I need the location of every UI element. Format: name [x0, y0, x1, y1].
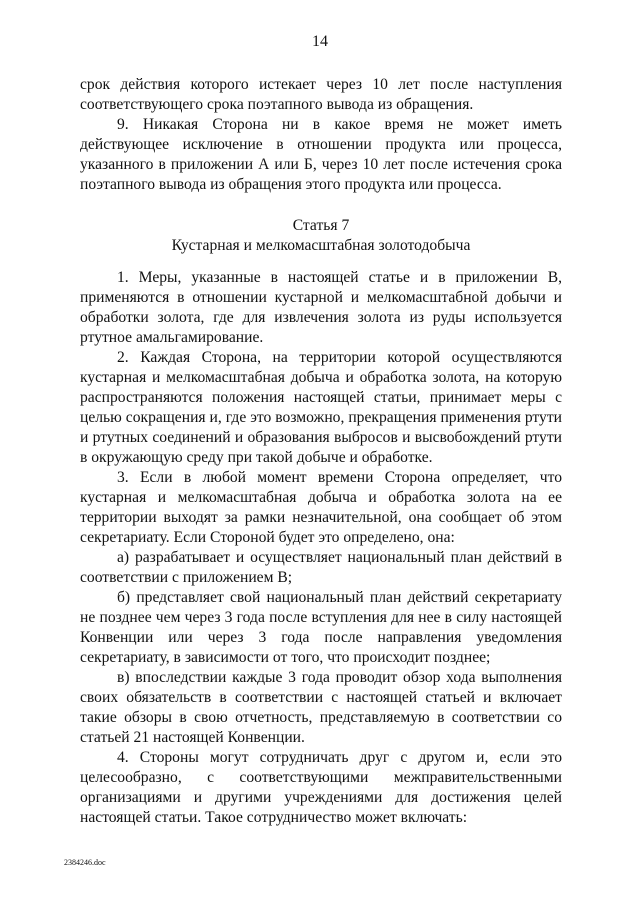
subparagraph-b: б) представляет свой национальный план действий секретариату не позднее чем через 3 года после вступления для нее в силу настоящей Конвенции или через 3 года после направления уведомления секретариату, в зависимости от того, что происходит позднее;	[80, 589, 562, 666]
paragraph-item-9: 9. Никакая Сторона ни в какое время не может иметь действующее исключение в отношении продукта или процесса, указанного в приложении А или Б, через 10 лет после истечения срока поэтапного вывода из обращения этого продукта или процесса.	[80, 116, 562, 193]
paragraph-item-2: 2. Каждая Сторона, на территории которой осуществляются кустарная и мелкомасштабная добыча и обработка золота, на которую распространяются положения настоящей статьи, принимает меры с целью сокращения и, где это возможно, прекращения применения ртути и ртутных соединений и образования выбросов и высвобождений ртути в окружающую среду при такой добыче и обработке.	[80, 349, 562, 466]
article-number: Статья 7	[292, 217, 350, 234]
footer-file-name: 2384246.doc	[64, 858, 106, 867]
text-block-top	[80, 75, 562, 195]
paragraph-item-4: 4. Стороны могут сотрудничать друг с другом и, если это целесообразно, с соответствующими межправительственными организациями и другими учреждениями для достижения целей настоящей статьи. Такое сотрудничество может включать:	[80, 749, 562, 826]
article-heading	[80, 216, 562, 256]
paragraph-item-3: 3. Если в любой момент времени Сторона определяет, что кустарная и мелкомасштабная добыча и обработка золота на ее территории выходят за рамки незначительной, она сообщает об этом секретариату. Если Стороной будет это определено, она:	[80, 469, 562, 546]
page-number: 14	[312, 33, 328, 50]
subparagraph-v: в) впоследствии каждые 3 года проводит обзор хода выполнения своих обязательств в соответствии с настоящей статьей и включает такие обзоры в свою отчетность, представляемую в соответствии со статьей 21 настоящей Конвенции.	[80, 669, 562, 746]
article-body	[80, 268, 562, 828]
subparagraph-a: а) разрабатывает и осуществляет национальный план действий в соответствии с приложением В;	[80, 549, 562, 586]
paragraph-item-1: 1. Меры, указанные в настоящей статье и в приложении В, применяются в отношении кустарной и мелкомасштабной добычи и обработки золота, где для извлечения золота из руды используется ртутное амальгамирование.	[80, 269, 562, 346]
article-title: Кустарная и мелкомасштабная золотодобыча	[171, 237, 471, 254]
paragraph-continuation: срок действия которого истекает через 10 лет после наступления соответствующего срока поэтапного вывода из обращения.	[80, 76, 562, 113]
